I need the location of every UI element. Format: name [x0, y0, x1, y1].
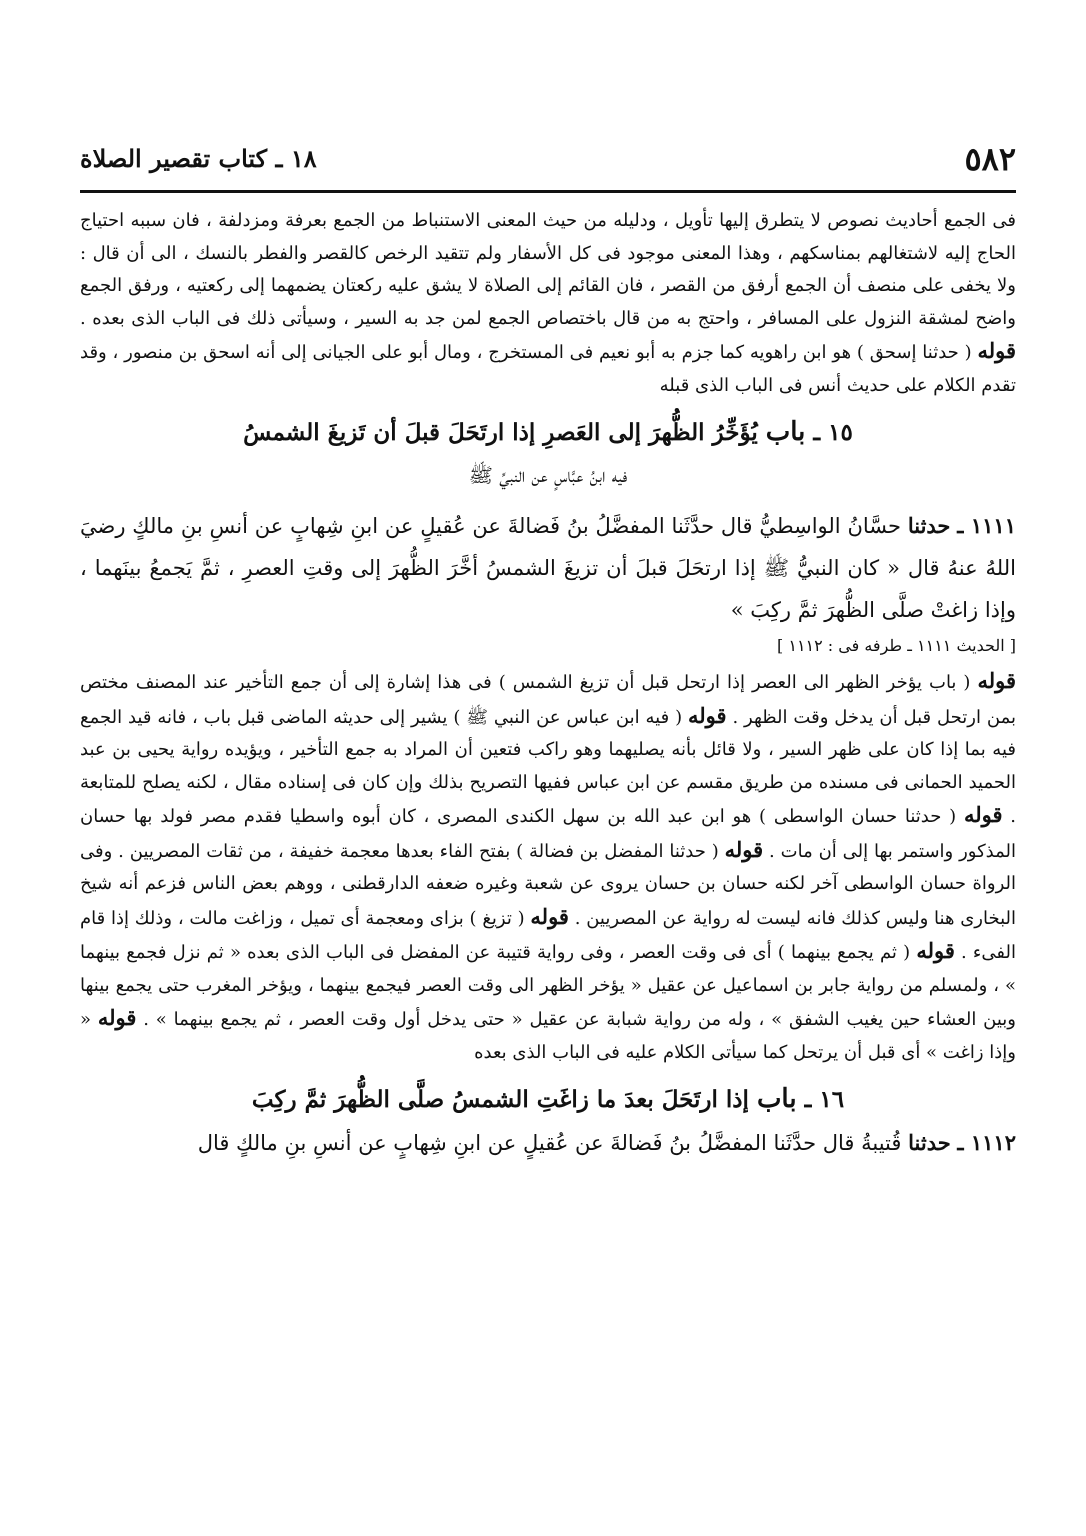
- qawluhu-keyword: قوله: [724, 836, 764, 862]
- qawluhu-keyword: قوله: [916, 938, 955, 963]
- hadith-text: قُتيبةُ قال حدَّثَنا المفضَّلُ بنُ فَضالةَ عن عُقيلٍ عن ابنِ شِهابٍ عن أنسِ بنِ مالكٍ قال: [197, 1131, 902, 1155]
- hadith-1111: [80, 505, 1016, 631]
- commentary-text: فى الجمع أحاديث نصوص لا يتطرق إليها تأويل ، ودليله من حيث المعنى الاستنباط من الجمع بعرفة ومزدلفة ، فان سببه احتياج الحاج إليه لاشتغالهم بمناسكهم ، وهذا المعنى موجود فى كل الأسفار ولم تتقيد الرخص كالقصر والفطر بالنسك ، الى أن قال : ولا يخفى على منصف أن الجمع أرفق من القصر ، فان القائم إلى الصلاة لا يشق عليه ركعتان يضمهما إلى ركعتيه ، ورفق الجمع واضح لمشقة النزول على المسافر ، واحتج به من قال باختصاص الجمع لمن جد به السير ، وسيأتى ذلك فى الباب الذى بعده .: [80, 210, 1016, 329]
- page-header: [80, 140, 1016, 182]
- chapter-title-text: إذا ارتَحَلَ بعدَ ما زاغَتِ الشمسُ صلَّى الظُّهرَ ثمَّ ركِبَ: [251, 1086, 749, 1113]
- bab-word: باب: [756, 1084, 797, 1114]
- hadith-reference-note: [ الحديث ١١١١ ـ طرفه فى : ١١١٢ ]: [777, 636, 1016, 655]
- commentary-paragraph: [80, 665, 1016, 1069]
- chapter-title: ١٨ ـ كتاب تقصير الصلاة: [80, 144, 317, 173]
- chapter-title-text: يُؤَخِّرُ الظُّهرَ إلى العَصرِ إذا ارتَحَلَ قبلَ أن تَزيغَ الشمسُ: [243, 419, 758, 446]
- qawluhu-keyword: قوله: [97, 1005, 137, 1030]
- page-number: ٥٨٢: [964, 140, 1016, 178]
- chapter-subheading: فيه ابنُ عبَّاسٍ عن النبيِّ ﷺ: [468, 463, 628, 487]
- hadith-number: ١١١١ ـ: [957, 513, 1016, 538]
- header-rule: [80, 190, 1016, 193]
- hadith-1112: [80, 1122, 1016, 1164]
- haddathana-keyword: حدثنا: [907, 513, 951, 538]
- commentary-text: ( فيه ابن عباس عن النبي ﷺ ) يشير إلى حديثه الماضى قبل باب ، فانه قيد الجمع فيه بما إذا كان على ظهر السير ، ولا قائل بأنه يصليهما وهو راكب فتعين أن المراد به جمع التأخير ، ويؤيده رواية يحيى بن عبد الحميد الحمانى فى مسنده من طريق مقسم عن ابن عباس ففيها التصريح بذلك وإن كان فى إسناده مقال ، لكنه يصلح للمتابعة .: [80, 706, 1016, 827]
- page-content: [80, 205, 1016, 1164]
- qawluhu-keyword: قوله: [688, 702, 727, 728]
- chapter-number: ١٥ ـ: [813, 419, 853, 446]
- commentary-paragraph: [80, 205, 1016, 402]
- commentary-text: ( حدثنا حسان الواسطى ) هو ابن عبد الله بن سهل الكندى المصرى ، كان أبوه واسطيا فقدم مصر فولد بها حسان المذكور واستمر بها إلى أن مات .: [80, 806, 1016, 862]
- commentary-text: ( حدثنا إسحق ) هو ابن راهويه كما جزم به أبو نعيم فى المستخرج ، ومال أبو على الجيانى إلى أنه اسحق بن منصور ، وقد تقدم الكلام على حديث أنس فى الباب الذى قبله: [80, 342, 1016, 396]
- commentary-text: « وإذا زاغت » أى قبل أن يرتحل كما سيأتى الكلام عليه فى الباب الذى بعده: [80, 1009, 1016, 1063]
- haddathana-keyword: حدثنا: [908, 1130, 951, 1155]
- bab-word: باب: [765, 417, 806, 447]
- qawluhu-keyword: قوله: [963, 802, 1003, 827]
- chapter-heading-15: [80, 410, 1016, 455]
- hadith-number: ١١١٢ ـ: [957, 1130, 1016, 1155]
- commentary-text: ( ثم يجمع بينهما ) أى فى وقت العصر ، وفى رواية قتيبة عن المفضل فى الباب الذى بعده « ثم نزل فجمع بينهما » ، ولمسلم من رواية جابر بن اسماعيل عن عقيل « يؤخر الظهر الى وقت العصر فيجمع بينهما ، ويؤخر المغرب حتى يجمع بينها وبين العشاء حين يغيب الشفق » ، وله من رواية شبابة عن عقيل « حتى يدخل أول وقت العصر ، ثم يجمع بينهما » .: [80, 942, 1016, 1030]
- commentary-text: ( باب يؤخر الظهر الى العصر إذا ارتحل قبل أن تزيغ الشمس ) فى هذا إشارة إلى أن جمع التأخير عند المصنف مختص بمن ارتحل قبل أن يدخل وقت الظهر .: [80, 672, 1016, 728]
- qawluhu-keyword: قوله: [977, 668, 1016, 693]
- chapter-number: ١٦ ـ: [804, 1086, 845, 1113]
- commentary-text: ( تزيغ ) بزاى ومعجمة أى تميل ، وزاغت مالت ، وذلك إذا قام الفىء .: [80, 907, 1016, 963]
- qawluhu-keyword: قوله: [530, 903, 569, 929]
- hadith-text: حسَّانُ الواسِطيُّ قال حدَّثَنا المفضَّلُ بنُ فَضالةَ عن عُقيلٍ عن ابنِ شِهابٍ عن أنسِ بنِ مالكٍ رضيَ اللهُ عنهُ قال « كان النبيُّ ﷺ إذا ارتحَلَ قبلَ أن تزيغَ الشمسُ أخَّرَ الظُّهرَ إلى وقتِ العصرِ ، ثمَّ يَجمعُ بينَهما ، وإذا زاغتْ صلَّى الظُّهرَ ثمَّ ركِبَ »: [80, 514, 1016, 622]
- commentary-text: ( حدثنا المفضل بن فضالة ) بفتح الفاء بعدها معجمة خفيفة ، من ثقات المصريين . وفى الرواة حسان الواسطى آخر لكنه حسان بن حسان يروى عن شعبة وغيره ضعفه الدارقطنى ، ووهم بعض الناس فزعم أنه شيخ البخارى هنا وليس كذلك فانه ليست له رواية عن المصريين .: [80, 840, 1016, 929]
- chapter-heading-16: [80, 1077, 1016, 1122]
- qawluhu-keyword: قوله: [977, 338, 1016, 363]
